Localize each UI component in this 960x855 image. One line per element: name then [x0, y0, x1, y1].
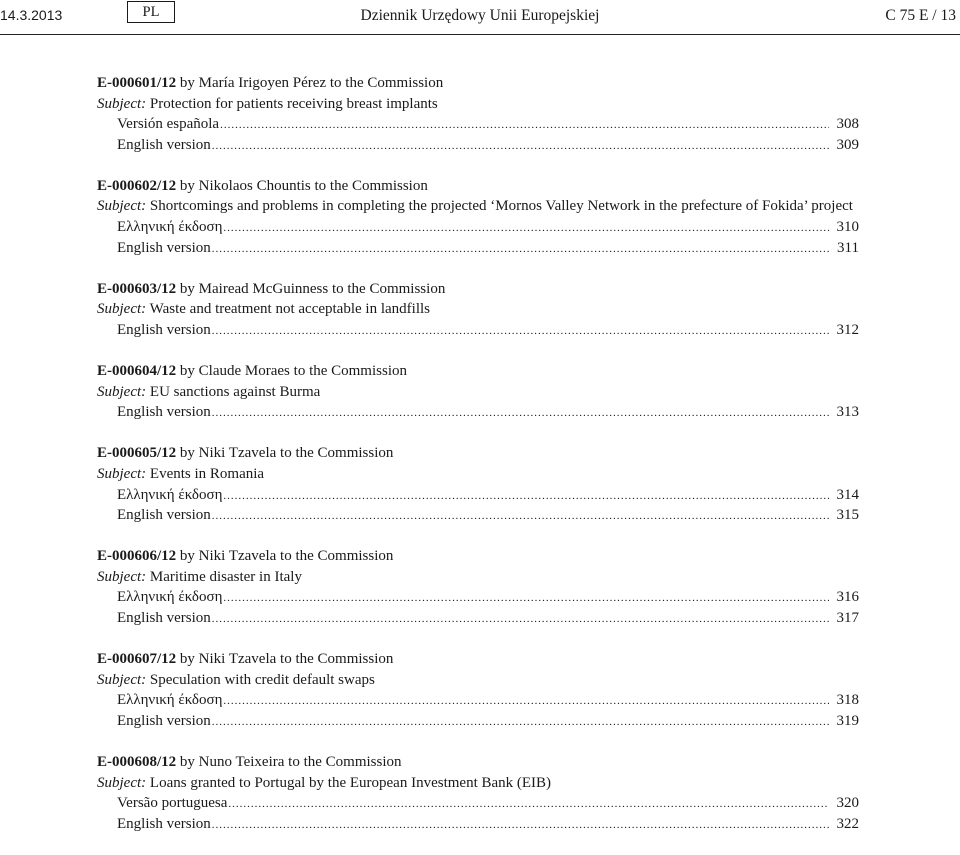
question-entry	[97, 752, 859, 834]
toc-version-row[interactable]	[97, 690, 859, 711]
page-number: 312	[836, 321, 859, 338]
version-label: Ελληνική έκδοση	[117, 692, 223, 709]
version-label: English version	[117, 609, 211, 626]
question-subject	[97, 567, 859, 588]
subject-label: Subject:	[97, 568, 147, 585]
version-label: Versão portuguesa	[117, 795, 228, 812]
version-label: Ελληνική έκδοση	[117, 219, 223, 236]
question-heading	[97, 443, 859, 464]
dot-leader	[212, 136, 829, 157]
dot-leader	[212, 815, 829, 836]
page-number: 315	[836, 507, 859, 524]
question-author: by Claude Moraes to the Commission	[179, 363, 407, 380]
toc-version-row[interactable]	[97, 402, 859, 423]
version-label: Ελληνική έκδοση	[117, 589, 223, 606]
dot-leader	[212, 506, 829, 527]
version-label: Versión española	[117, 116, 220, 133]
toc-version-row[interactable]	[97, 217, 859, 238]
header-rule	[0, 34, 960, 35]
question-heading	[97, 279, 859, 300]
question-heading	[97, 361, 859, 382]
page-number: 309	[836, 136, 859, 153]
question-code: E-000606/12	[97, 548, 177, 565]
dot-leader	[212, 609, 829, 630]
version-label: English version	[117, 404, 211, 421]
dot-leader	[223, 486, 829, 507]
page-number: 314	[836, 486, 859, 503]
page-number: 310	[836, 219, 859, 236]
version-label: English version	[117, 507, 211, 524]
toc-list	[97, 73, 859, 855]
dot-leader	[212, 403, 829, 424]
dot-leader	[212, 712, 829, 733]
toc-version-row[interactable]	[97, 793, 859, 814]
page-number: 320	[836, 795, 859, 812]
subject-label: Subject:	[97, 671, 147, 688]
question-subject	[97, 94, 859, 115]
dot-leader	[212, 239, 829, 260]
version-label: English version	[117, 239, 211, 256]
question-code: E-000601/12	[97, 75, 177, 91]
toc-version-row[interactable]	[97, 320, 859, 341]
question-entry	[97, 176, 859, 258]
question-entry	[97, 443, 859, 525]
question-code: E-000602/12	[97, 177, 177, 194]
subject-text: EU sanctions against Burma	[149, 383, 321, 400]
page-number: 311	[837, 239, 859, 256]
question-heading	[97, 649, 859, 670]
subject-text: Speculation with credit default swaps	[149, 671, 375, 688]
toc-version-row[interactable]	[97, 608, 859, 629]
version-label: Ελληνική έκδοση	[117, 486, 223, 503]
subject-text: Waste and treatment not acceptable in landfills	[149, 301, 430, 318]
dot-leader	[220, 115, 829, 136]
subject-label: Subject:	[97, 301, 147, 318]
page-number: 308	[836, 116, 859, 133]
question-entry	[97, 73, 859, 155]
question-subject	[97, 299, 859, 320]
question-code: E-000608/12	[97, 753, 177, 770]
question-subject	[97, 464, 859, 485]
subject-text: Loans granted to Portugal by the European Investment Bank (EIB)	[149, 774, 552, 791]
question-entry	[97, 649, 859, 731]
question-subject	[97, 773, 859, 794]
question-entry	[97, 546, 859, 628]
page-number: 316	[836, 589, 859, 606]
dot-leader	[228, 794, 829, 815]
question-author: by Mairead McGuinness to the Commission	[179, 280, 446, 297]
subject-label: Subject:	[97, 774, 147, 791]
question-author: by Niki Tzavela to the Commission	[179, 445, 394, 462]
question-subject	[97, 196, 859, 217]
language-box: PL	[127, 1, 175, 23]
version-label: English version	[117, 136, 211, 153]
page-number: 318	[836, 692, 859, 709]
toc-version-row[interactable]	[97, 485, 859, 506]
question-code: E-000604/12	[97, 363, 177, 380]
dot-leader	[223, 218, 829, 239]
question-author: by Niki Tzavela to the Commission	[179, 651, 394, 668]
page-number: 319	[836, 712, 859, 729]
question-subject	[97, 382, 859, 403]
subject-text: Shortcomings and problems in completing the projected ‘Mornos Valley Network in the prefecture of Fokida’ project	[149, 198, 853, 215]
question-entry	[97, 361, 859, 423]
subject-label: Subject:	[97, 383, 147, 400]
subject-label: Subject:	[97, 95, 147, 112]
question-subject	[97, 670, 859, 691]
subject-text: Protection for patients receiving breast implants	[149, 95, 438, 112]
question-entry	[97, 279, 859, 341]
toc-version-row[interactable]	[97, 238, 859, 259]
toc-version-row[interactable]	[97, 587, 859, 608]
dot-leader	[223, 588, 829, 609]
subject-label: Subject:	[97, 198, 147, 215]
page-number: 317	[836, 609, 859, 626]
toc-version-row[interactable]	[97, 114, 859, 135]
version-label: English version	[117, 815, 211, 832]
page-header	[0, 0, 960, 36]
question-heading	[97, 73, 859, 94]
question-code: E-000607/12	[97, 651, 177, 668]
journal-title: Dziennik Urzędowy Unii Europejskiej	[360, 7, 600, 24]
page-reference: C 75 E / 13	[885, 7, 956, 24]
subject-text: Events in Romania	[149, 465, 265, 482]
toc-version-row[interactable]	[97, 711, 859, 732]
question-heading	[97, 546, 859, 567]
version-label: English version	[117, 321, 211, 338]
subject-label: Subject:	[97, 465, 147, 482]
question-heading	[97, 752, 859, 773]
toc-version-row[interactable]	[97, 135, 859, 156]
header-date: 14.3.2013	[0, 7, 63, 23]
question-code: E-000603/12	[97, 280, 177, 297]
subject-text: Maritime disaster in Italy	[149, 568, 302, 585]
question-author: by Nuno Teixeira to the Commission	[179, 753, 402, 770]
question-author: by María Irigoyen Pérez to the Commission	[179, 75, 444, 91]
question-code: E-000605/12	[97, 445, 177, 462]
toc-version-row[interactable]	[97, 814, 859, 835]
toc-version-row[interactable]	[97, 505, 859, 526]
page-number: 313	[836, 404, 859, 421]
question-author: by Niki Tzavela to the Commission	[179, 548, 394, 565]
dot-leader	[212, 321, 829, 342]
question-author: by Nikolaos Chountis to the Commission	[179, 177, 428, 194]
page-number: 322	[836, 815, 859, 832]
dot-leader	[223, 691, 829, 712]
question-heading	[97, 176, 859, 197]
version-label: English version	[117, 712, 211, 729]
